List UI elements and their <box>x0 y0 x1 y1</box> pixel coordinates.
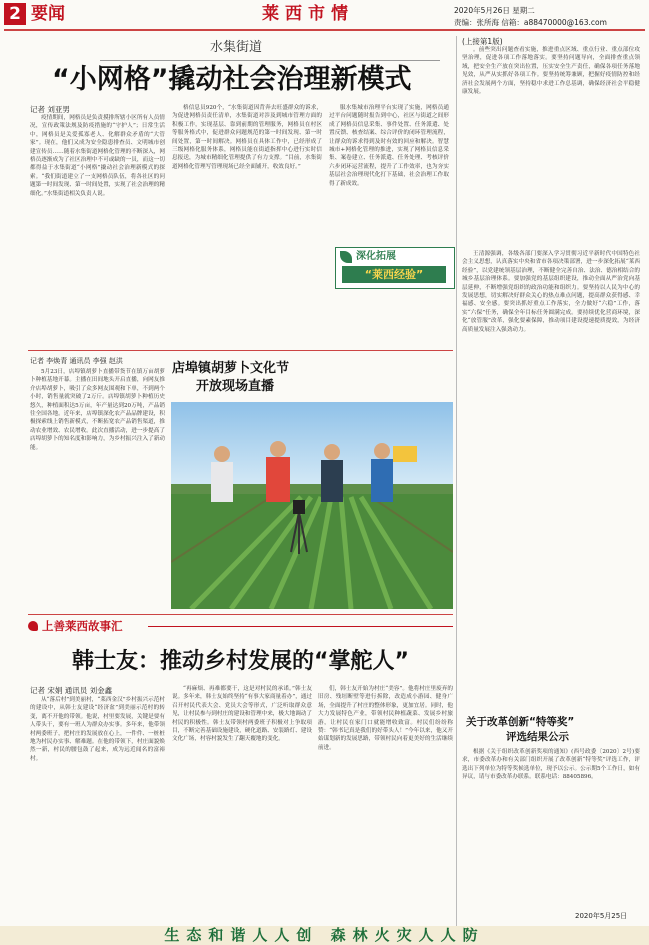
section-title: 要闻 <box>31 4 65 24</box>
article3-col1 <box>30 696 165 911</box>
article1-kicker: 水集街道 <box>210 40 263 55</box>
page-number-badge <box>4 3 26 25</box>
article2-title-line1: 店埠镇胡萝卜文化节 <box>172 361 290 376</box>
side-column-rule <box>456 36 457 926</box>
article3-col3-text: 们，韩士友开始为村庄“美容”。他将村庄里废弃的旧房、残垣断壁等进行拆除，改造成小游园、健身广场，全面提升了村庄的整体形象，更加宜居。同时，他大力发展特色产业，带领村民种植蔬菜、发展乡村旅游，让村民在家门口就能增收致富。村民们纷纷称赞：“韩书记真是我们的好带头人！”今年以来，他又开始谋划新的发展思路，带领村民向着更美好的生活继续前进。 <box>318 686 453 751</box>
award-notice-content: 根据《关于组织改革创新奖项的通知》(西号政委〔2020〕2号)要求，市委改革办和有关部门组织开展了改革创新“特等奖”评选工作，评选出下列单位为特等奖候选单位，现予以公示。公示期5个工作日，如有异议，请与市委改革办联系。联系电话：88405896。 <box>462 749 640 781</box>
article2-byline: 记者 李焕青 通讯员 李强 赵洪 <box>30 357 123 365</box>
carrot-field-illustration <box>171 402 453 609</box>
article1-col2-text: 格信息员920个，“水集街道因背奔去旺盛群众的诉求，为促进网格员责任清单，水集街道对涉及到城市管理方面的积极工作，实现基层、靠到前期的管理服务，网格员在村区等服务格式中，促进群众问题规范的第一时间发现、第一时间处置，第一时间解决。网格员在具体工作中，已经形成了三级网格化服务体系，网格员能在街道指挥中心进行实时信息报送，为城市精细化管理提供了有力支撑。“目前，水集街道网格化管理写管理现场已经全面铺开，收效良好。” <box>172 105 322 170</box>
side-text-top <box>462 46 640 241</box>
article1-title: “小网格”撬动社会治理新模式 <box>52 64 412 95</box>
paper-name-logo: 莱西市情 <box>262 4 354 24</box>
article1-col1-text: 疫情期间，网格员是负责摸排所辖小区所有人员情况，宣传政策法规及防疫措施的“守护人”；日常生活中，网格员是关爱孤寡老人、化解群众矛盾的“大管家”。现在，他们又成为安全隐患排查员、文明城市创建宣传员……随着水集街道网格化管理的不断深入，网格员逐渐成为了社区治理中不可或缺的一员，而这一切都得益于水集街道“小网格”撬动社会治理新模式的探索。“我们街道建立了一支网格员队伍，将各社区的问题第一时间发现、第一时间处置，实现了社会治理的精细化。”水集街道相关负责人说。 <box>30 115 165 197</box>
award-notice-text <box>462 748 640 898</box>
page-number: 2 <box>9 4 21 24</box>
article1-byline: 记者 刘亚男 <box>30 105 70 114</box>
issue-date: 2020年5月26日 星期二 <box>454 6 535 15</box>
banner-rule <box>148 626 453 627</box>
article3-col2-text: “再麻烦、再难都要干，这是对村民的承诺。”韩士友说。多年来，韩士友始终坚持“有事大家商量着办”，通过召开村民代表大会、党员大会等形式，广泛听取群众意见，让村民参与到村庄的建设和管理中来，极大地调动了村民的积极性。韩士友带领村两委班子积极对上争取项目，不断完善基础设施建设，硬化道路、安装路灯、建设文化广场，村容村貌发生了翻天覆地的变化。 <box>172 686 312 743</box>
story-banner <box>28 618 453 634</box>
award-notice-title-1: 关于改革创新“特等奖” <box>466 716 575 728</box>
award-notice-title-2: 评选结果公示 <box>506 731 569 743</box>
article2-bottom-rule <box>28 614 453 615</box>
article2-text: 5月23日，店埠镇胡萝卜直播带货节在镇万亩胡萝卜种植基地开幕。主播在田间地头开启直播，向网友推介店埠胡萝卜，吸引了众多网友围观和下单，不到两个小时，销售量就突破了2万斤。店埠镇胡萝卜种植历史悠久，种植面积达5万亩，年产量达到20万吨，产品销往全国各地。近年来，店埠镇深化农产品品牌建设，积极探索线上销售新模式，不断拓宽农产品销售渠道，推动农业增效、农民增收。此次直播活动，进一步提高了店埠胡萝卜的知名度和影响力，为乡村振兴注入了新动能。 <box>30 369 165 451</box>
article1-col3 <box>329 104 449 244</box>
carrot-field-photo <box>171 402 453 609</box>
article3-byline: 记者 宋娟 通讯员 刘金鑫 <box>30 686 113 695</box>
side-text-top-content: 。前些突出问题查看实施，推进重点区域、重点行业、重点部位攻坚治理，促进各项工作落地落实。要坚持问题导向，全面排查重点领域，把安全生产放在突出位置，压实安全生产责任，确保各项任务落地见效，从严从实抓好各项工作。要坚持统筹兼顾，把握好疫情防控和经济社会发展两个方面，坚持稳中求进工作总基调，确保经济社会平稳健康发展。 <box>462 47 640 96</box>
editor-line: 责编：张所海 信箱：a88470000@163.com <box>454 18 607 27</box>
award-notice-date: 2020年5月25日 <box>575 912 628 920</box>
badge-tag: 深化拓展 <box>356 251 396 262</box>
laixi-experience-badge <box>335 247 455 289</box>
article1-col2 <box>172 104 322 344</box>
article1-bottom-rule <box>28 350 453 351</box>
article3-col3 <box>318 685 453 911</box>
article1-col3-text: 服水集城市治理平台实现了实施，网格员通过平台问题随时报告到中心，社区与街道之间形成了网格员信息采集、事件处置、任务派遣、处置反馈、核查结案、综合评价的闭环管理流程，让群众的诉求得到及时有效的回应和解决。智慧城市+网格化管理的推进，实现了网格员信息采集、案卷建立、任务派遣、任务处理、考核评价六步闭环运营流程，提升了工作效率，也为夯实基层社会治理现代化打下基础，社会治理工作取得了新成效。 <box>329 105 449 187</box>
footer-slogan-bar <box>0 926 649 945</box>
article2-body <box>30 368 165 613</box>
story-banner-text: 上善莱西故事汇 <box>42 619 123 633</box>
side-text-bottom-content: 王清源强调，各级各部门要深入学习贯彻习近平新时代中国特色社会主义思想，认真落实中央和省市各项决策部署，进一步深化拓展“莱西经验”，以党建统领基层治理，不断健全完善自治、法治、德治相结合的城乡基层治理体系。要加强党的基层组织建设，推动全面从严治党向基层延伸，不断增强党组织的政治功能和组织力。要坚持以人民为中心的发展思想，切实解决好群众关心的热点难点问题，提高群众获得感、幸福感、安全感。要突出抓好重点工作落实，全力做好“六稳”工作，落实“六保”任务，确保全年目标任务圆满完成。要持续优化营商环境，深化“放管服”改革，强化要素保障，推动项目建设提速提质提效，为经济高质量发展注入强劲动力。 <box>462 251 640 333</box>
article3-col1-text: 从“落后村”到美丽村，“莱西金汉”乡村振兴示范村的建设中，从韩士友建设“经济盆”到美丽示范村的转变，离不开他的带领。他说，村里要发展，关键是要有人带头干，要有一班人为群众办实事。多年来，他带领村两委班子，把村庄的发展放在心上，一件件、一桩桩地为村民办实事、解难题。在他的带领下，村庄面貌焕然一新，村民的腰包鼓了起来，成为远近闻名的富裕村。 <box>30 697 165 762</box>
footer-slogan: 生态和谐人人创 森林火灾人人防 <box>164 926 485 944</box>
badge-label: “莱西经验” <box>342 266 446 283</box>
article3-col2 <box>172 685 312 911</box>
article1-col1 <box>30 114 165 344</box>
side-text-bottom <box>462 250 640 710</box>
banner-lotus-icon <box>28 621 38 631</box>
side-continuation-label: (上接第1版) <box>462 37 503 46</box>
article2-title-line2: 开放现场直播 <box>196 379 275 394</box>
masthead-rule <box>4 29 645 31</box>
article1-kicker-rule <box>100 60 440 61</box>
article3-title: 韩士友：推动乡村发展的“掌舵人” <box>72 649 409 674</box>
badge-leaf-icon <box>340 251 352 263</box>
